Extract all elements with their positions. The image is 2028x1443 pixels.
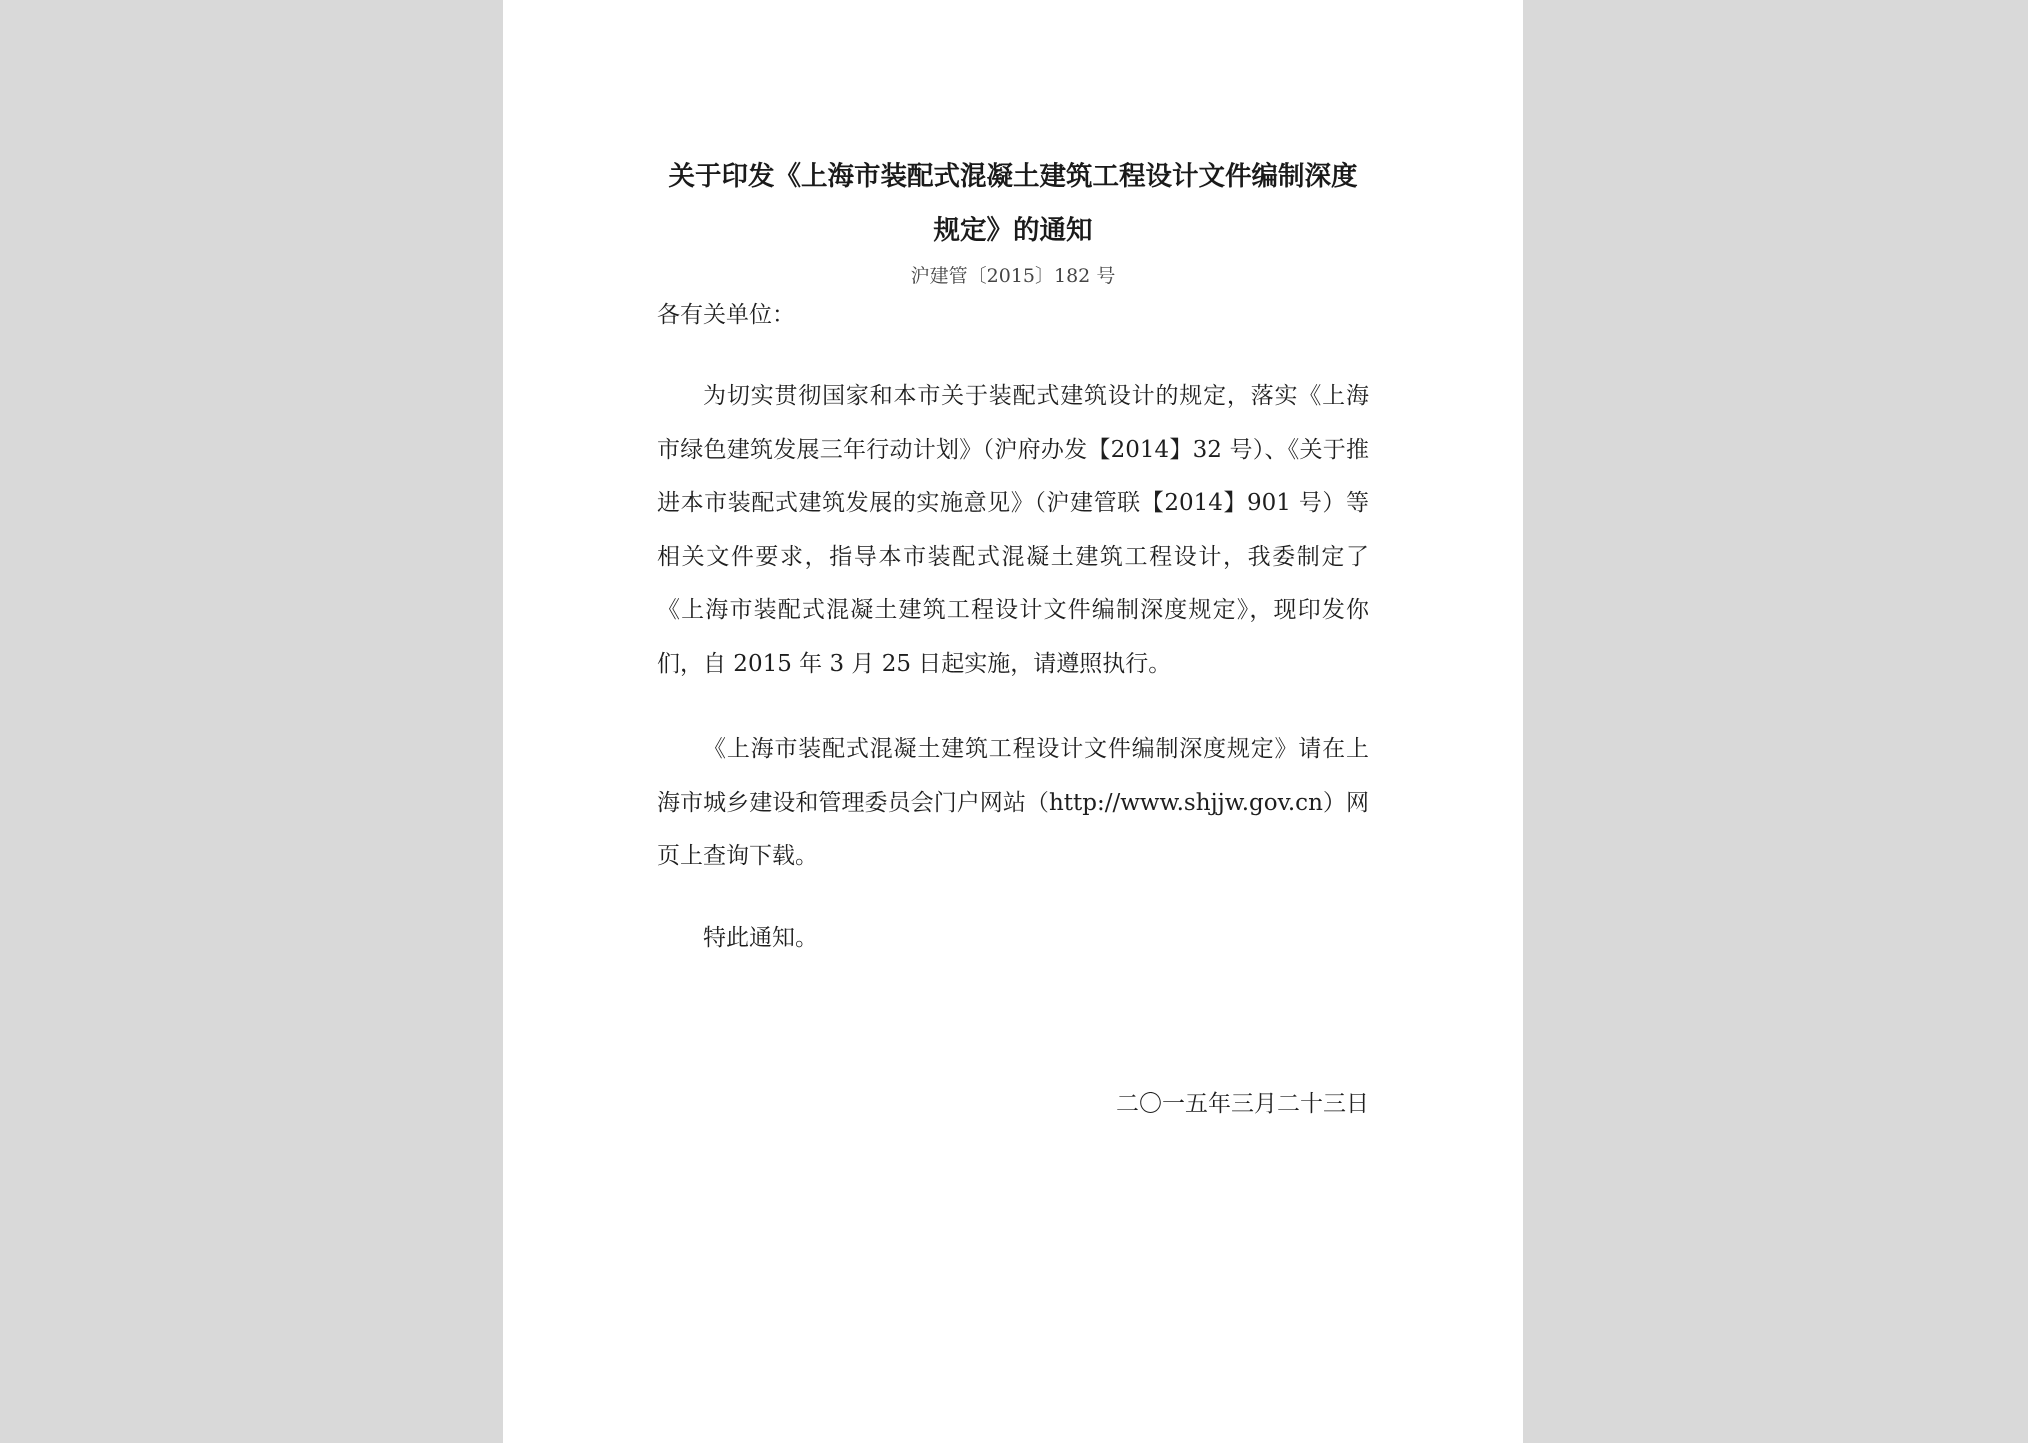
document-title: 关于印发《上海市装配式混凝土建筑工程设计文件编制深度规定》的通知	[668, 161, 1358, 246]
closing-paragraph: 特此通知。	[703, 924, 818, 951]
document-page	[503, 0, 1523, 1443]
body-paragraph: 《上海市装配式混凝土建筑工程设计文件编制深度规定》请在上海市城乡建设和管理委员会门户网站（http://www.shjjw.gov.cn）网页上查询下载。	[657, 736, 1369, 869]
salutation: 各有关单位：	[657, 302, 795, 328]
document-number: 沪建管〔2015〕182 号	[910, 265, 1116, 287]
body-paragraph: 为切实贯彻国家和本市关于装配式建筑设计的规定，落实《上海市绿色建筑发展三年行动计划》（沪府办发【2014】32 号）、《关于推进本市装配式建筑发展的实施意见》（沪建管联【2014】901 号）等相关文件要求，指导本市装配式混凝土建筑工程设计，我委制定了《上海市装配式混凝土建筑工程设计文件编制深度规定》，现印发你们，自 2015 年 3 月 25 日起实施，请遵照执行。	[657, 383, 1369, 677]
document-content	[657, 150, 1369, 1119]
issue-date: 二〇一五年三月二十三日	[1116, 1091, 1369, 1117]
